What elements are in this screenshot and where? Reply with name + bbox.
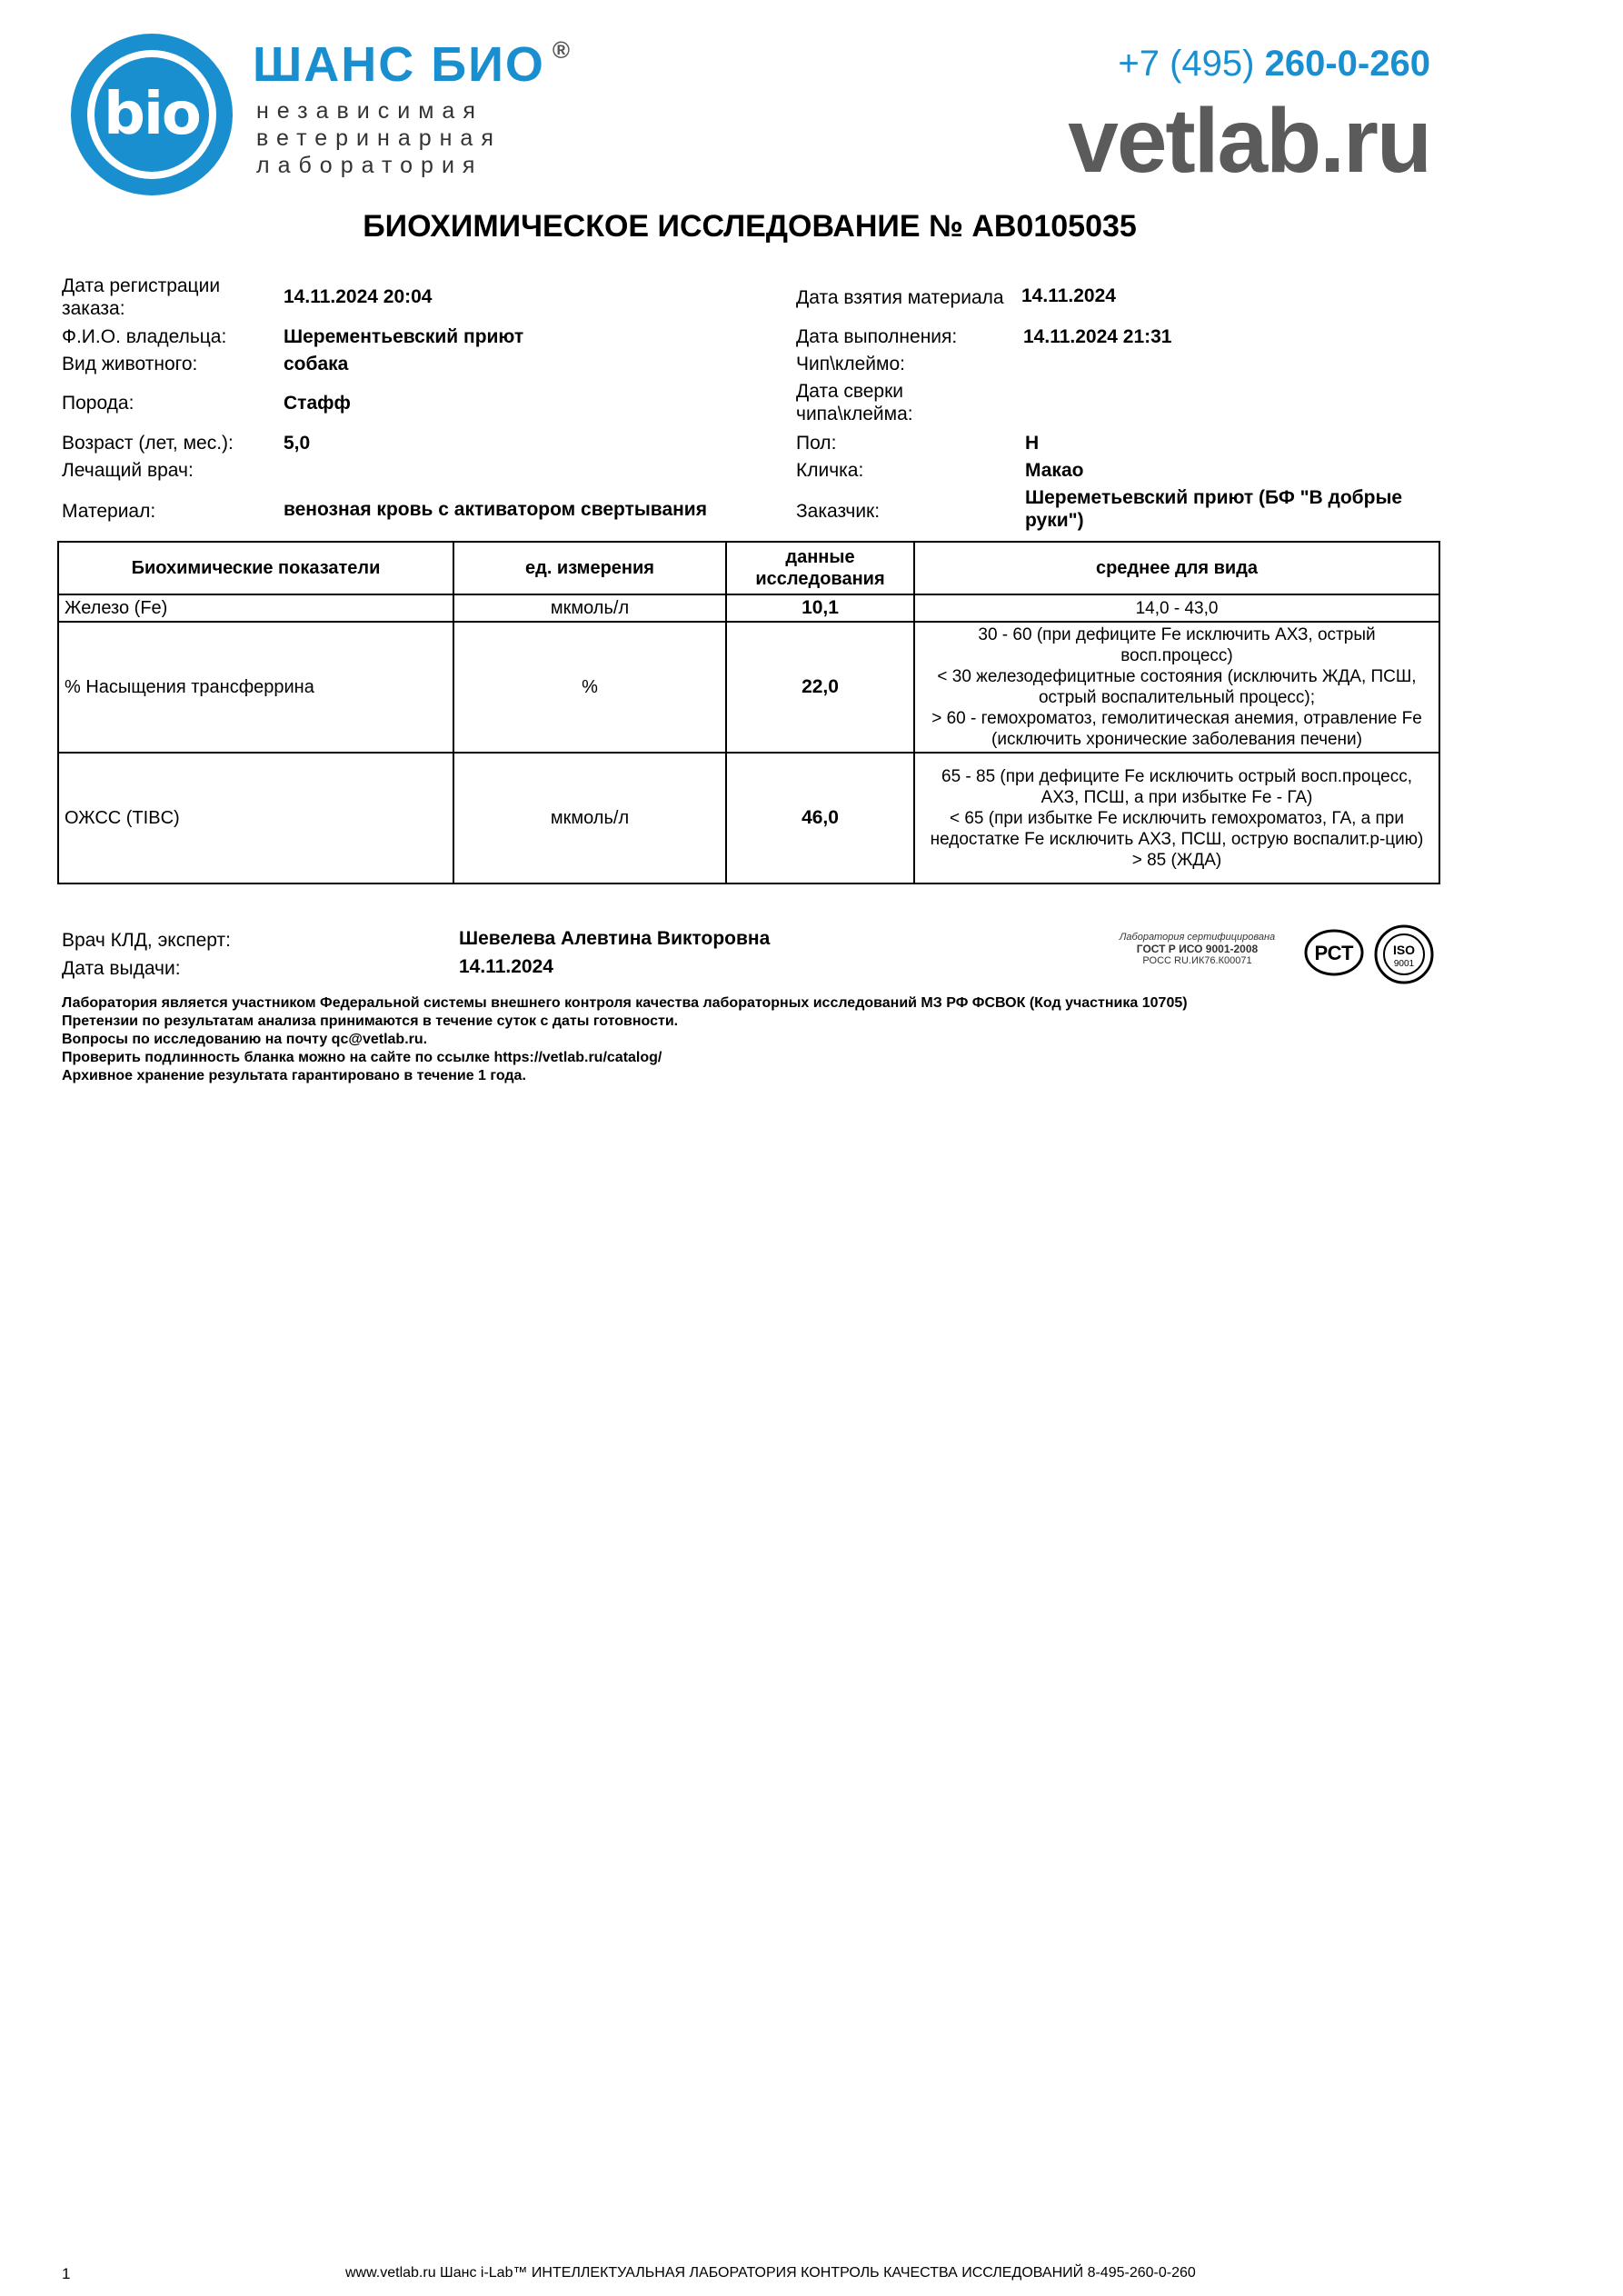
expert-name: Шевелева Алевтина Викторовна bbox=[459, 928, 771, 949]
owner-label: Ф.И.О. владельца: bbox=[62, 326, 227, 347]
sex-label: Пол: bbox=[796, 433, 837, 454]
customer-value: Шереметьевский приют (БФ "В добрые руки") bbox=[1025, 487, 1403, 531]
document-title: БИОХИМИЧЕСКОЕ ИССЛЕДОВАНИЕ № АВ0105035 bbox=[363, 209, 1137, 244]
table-row bbox=[58, 753, 1439, 883]
indicator-unit: мкмоль/л bbox=[453, 753, 726, 883]
reg-date-value: 14.11.2024 20:04 bbox=[284, 286, 433, 307]
note-line: Претензии по результатам анализа принимаются в течение суток с даты готовности. bbox=[62, 1013, 679, 1029]
footer-text: www.vetlab.ru Шанс i-Lab™ ИНТЕЛЛЕКТУАЛЬНАЯ ЛАБОРАТОРИЯ КОНТРОЛЬ КАЧЕСТВА ИССЛЕДОВАНИЙ 8-495-260-0-260 bbox=[345, 2265, 1196, 2281]
issue-date-value: 14.11.2024 bbox=[459, 956, 553, 977]
page-number: 1 bbox=[62, 2265, 71, 2282]
col-header-indicator: Биохимические показатели bbox=[58, 542, 453, 594]
iso-mark-text: ISO bbox=[1392, 943, 1416, 957]
iso-mark-sub: 9001 bbox=[1393, 959, 1415, 969]
brand-subtitle-2: ветеринарная bbox=[256, 125, 502, 151]
done-date-value: 14.11.2024 21:31 bbox=[1023, 326, 1172, 347]
pet-name-value: Макао bbox=[1025, 460, 1084, 481]
indicator-value: 10,1 bbox=[726, 594, 914, 622]
indicator-reference: 14,0 - 43,0 bbox=[914, 594, 1439, 622]
phone-number: 260-0-260 bbox=[1264, 44, 1430, 84]
cert-gost: ГОСТ Р ИСО 9001-2008 bbox=[1136, 943, 1259, 955]
pet-name-label: Кличка: bbox=[796, 460, 864, 481]
issue-date-label: Дата выдачи: bbox=[62, 958, 181, 979]
chip-label: Чип\клеймо: bbox=[796, 354, 905, 374]
breed-value: Стафф bbox=[284, 393, 351, 414]
brand-name-text: ШАНС БИО bbox=[253, 37, 545, 92]
logo-bio-mark: bio bbox=[104, 81, 200, 148]
chip-check-label: Дата сверки чипа\клейма: bbox=[796, 381, 913, 424]
col-header-value: данные исследования bbox=[726, 542, 914, 594]
sample-date-value: 14.11.2024 bbox=[1021, 285, 1116, 306]
age-value: 5,0 bbox=[284, 433, 311, 454]
certification-text bbox=[1095, 932, 1299, 967]
owner-value: Шерементьевский приют bbox=[284, 326, 524, 347]
note-line: Проверить подлинность бланка можно на сайте по ссылке https://vetlab.ru/catalog/ bbox=[62, 1050, 662, 1065]
note-line: Лаборатория является участником Федеральной системы внешнего контроля качества лабораторных исследований МЗ РФ ФСВОК (Код участника 10705) bbox=[62, 995, 1188, 1011]
done-date-label: Дата выполнения: bbox=[796, 326, 958, 347]
results-table bbox=[57, 541, 1440, 884]
table-row bbox=[58, 594, 1439, 622]
indicator-name: Железо (Fe) bbox=[58, 594, 453, 622]
indicator-unit: % bbox=[453, 622, 726, 753]
material-value: венозная кровь с активатором свертывания bbox=[284, 499, 707, 520]
table-header-row bbox=[58, 542, 1439, 594]
header-phone bbox=[1118, 44, 1430, 85]
indicator-value: 22,0 bbox=[726, 622, 914, 753]
indicator-name: % Насыщения трансферрина bbox=[58, 622, 453, 753]
sample-date-label: Дата взятия материала bbox=[796, 287, 1004, 308]
sex-value: Н bbox=[1025, 433, 1040, 454]
species-label: Вид животного: bbox=[62, 354, 198, 374]
indicator-reference: 30 - 60 (при дефиците Fe исключить АХЗ, острый восп.процесс) < 30 железодефицитные состояния (исключить ЖДА, ПСШ, острый воспалительный процесс); > 60 - гемохроматоз, гемолитическая анемия, отравление Fe (исключить хронические заболевания печени) bbox=[914, 622, 1439, 753]
species-value: собака bbox=[284, 354, 349, 374]
brand-subtitle-3: лаборатория bbox=[256, 153, 483, 178]
col-header-reference: среднее для вида bbox=[914, 542, 1439, 594]
pct-certification-icon bbox=[1304, 929, 1364, 976]
reg-date-label: Дата регистрации заказа: bbox=[62, 275, 221, 319]
brand-name bbox=[253, 36, 572, 93]
cert-title: Лаборатория сертифицирована bbox=[1119, 932, 1276, 943]
pct-mark-text: РСТ bbox=[1314, 942, 1354, 964]
indicator-unit: мкмоль/л bbox=[453, 594, 726, 622]
customer-label: Заказчик: bbox=[796, 501, 881, 522]
expert-label: Врач КЛД, эксперт: bbox=[62, 930, 231, 951]
phone-prefix: +7 (495) bbox=[1118, 44, 1255, 84]
breed-label: Порода: bbox=[62, 393, 134, 414]
indicator-name: ОЖСС (TIBC) bbox=[58, 753, 453, 883]
age-label: Возраст (лет, мес.): bbox=[62, 433, 234, 454]
doctor-label: Лечащий врач: bbox=[62, 460, 194, 481]
header-site: vetlab.ru bbox=[1068, 90, 1430, 192]
col-header-unit: ед. измерения bbox=[453, 542, 726, 594]
brand-subtitle-1: независимая bbox=[256, 98, 483, 124]
note-line: Вопросы по исследованию на почту qc@vetlab.ru. bbox=[62, 1032, 428, 1047]
indicator-value: 46,0 bbox=[726, 753, 914, 883]
registered-mark: ® bbox=[552, 36, 573, 64]
cert-reg: РОСС RU.ИК76.К00071 bbox=[1142, 955, 1252, 966]
material-label: Материал: bbox=[62, 501, 156, 522]
iso-certification-icon bbox=[1374, 924, 1434, 984]
table-row bbox=[58, 622, 1439, 753]
indicator-reference: 65 - 85 (при дефиците Fe исключить острый восп.процесс, АХЗ, ПСШ, а при избытке Fe - ГА) < 65 (при избытке Fe исключить гемохроматоз, ГА, а при недостатке Fe исключить АХЗ, ПСШ, острую воспалит.р-цию) > 85 (ЖДА) bbox=[914, 753, 1439, 883]
note-line: Архивное хранение результата гарантировано в течение 1 года. bbox=[62, 1068, 526, 1083]
